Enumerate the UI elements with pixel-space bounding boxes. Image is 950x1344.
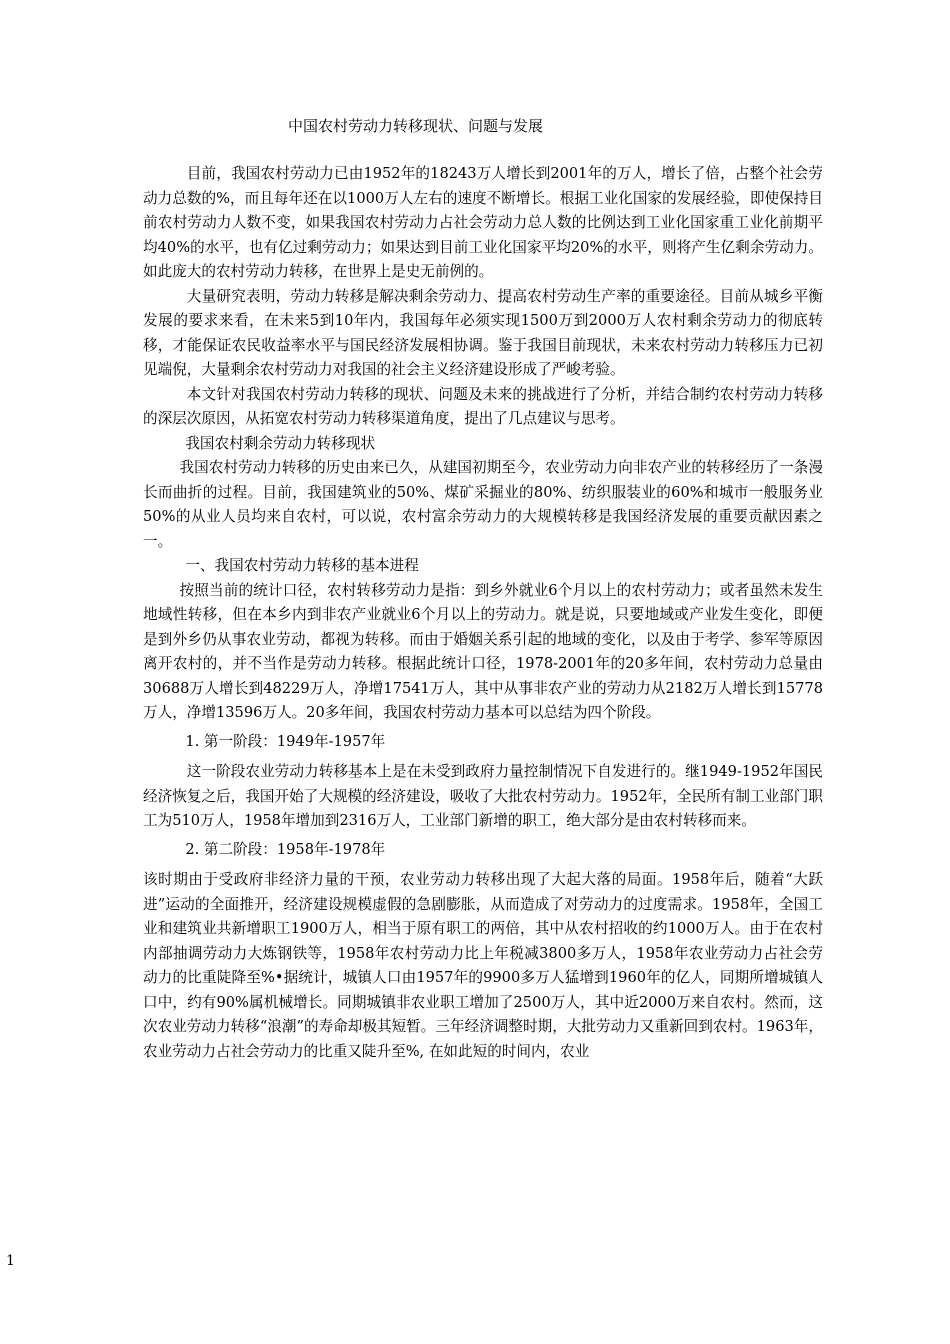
paragraph-statistics: 按照当前的统计口径，农村转移劳动力是指：到乡外就业6个月以上的农村劳动力；或者虽然未发生地域性转移，但在本乡内到非农产业就业6个月以上的劳动力。就是说，只要地域或产业发生变化，即便是到外乡仍从事农业劳动，都视为转移。而由于婚姻关系引起的地域的变化，以及由于考学、参军等原因离开农村的，并不当作是劳动力转移。根据此统计口径，1978-2001年的20多年间，农村劳动力总量由30688万人增长到48229万人，净增17541万人，其中从事非农产业的劳动力从2182万人增长到15778万人，净增13596万人。20多年间，我国农村劳动力基本可以总结为四个阶段。	[143, 581, 823, 721]
paragraph-intro: 目前，我国农村劳动力已由1952年的18243万人增长到2001年的万人，增长了倍，占整个社会劳动力总数的%，而且每年还在以1000万人左右的速度不断增长。根据工业化国家的发展经验，即使保持目前农村劳动力人数不变，如果我国农村劳动力占社会劳动力总人数的比例达到工业化国家重工业化前期平均40%的水平，也有亿过剩劳动力；如果达到目前工业化国家平均20%的水平，则将产生亿剩余劳动力。如此庞大的农村劳动力转移，在世界上是史无前例的。	[143, 165, 823, 280]
paragraph-stage-1: 这一阶段农业劳动力转移基本上是在未受到政府力量控制情况下自发进行的。继1949-1952年国民经济恢复之后，我国开始了大规模的经济建设，吸收了大批农村劳动力。1952年，全民所有制工业部门职工为510万人，1958年增加到2316万人，工业部门新增的职工，绝大部分是由农村转移而来。	[143, 763, 823, 829]
page-number: 1	[6, 1253, 15, 1269]
section-heading-stage-2: 2. 第二阶段：1958年-1978年	[185, 840, 386, 858]
paragraph-history: 我国农村劳动力转移的历史由来已久，从建国初期至今，农业劳动力向非农产业的转移经历了一条漫长而曲折的过程。目前，我国建筑业的50%、煤矿采掘业的80%、纺织服装业的60%和城市一般服务业50%的从业人员均来自农村，可以说，农村富余劳动力的大规模转移是我国经济发展的重要贡献因素之一。	[143, 459, 823, 550]
paragraph-research: 大量研究表明，劳动力转移是解决剩余劳动力、提高农村劳动生产率的重要途径。目前从城乡平衡发展的要求来看，在未来5到10年内，我国每年必须实现1500万到2000万人农村剩余劳动力的彻底转移，才能保证农民收益率水平与国民经济发展相协调。鉴于我国目前现状，未来农村劳动力转移压力已初见端倪，大量剩余农村劳动力对我国的社会主义经济建设形成了严峻考验。	[143, 287, 823, 378]
document-title: 中国农村劳动力转移现状、问题与发展	[288, 117, 544, 135]
section-heading-stage-1: 1. 第一阶段：1949年-1957年	[185, 732, 386, 750]
section-heading-status: 我国农村剩余劳动力转移现状	[185, 434, 376, 452]
document-body	[143, 162, 823, 1064]
paragraph-scope: 本文针对我国农村劳动力转移的现状、问题及未来的挑战进行了分析，并结合制约农村劳动力转移的深层次原因，从拓宽农村劳动力转移渠道角度，提出了几点建议与思考。	[143, 385, 823, 427]
paragraph-stage-2: 该时期由于受政府非经济力量的干预，农业劳动力转移出现了大起大落的局面。1958年后，随着“大跃进”运动的全面推开，经济建设规模虚假的急剧膨胀，从而造成了对劳动力的过度需求。1958年，全国工业和建筑业共新增职工1900万人，相当于原有职工的两倍，其中从农村招收的约1000万人。由于在农村内部抽调劳动力大炼钢铁等，1958年农村劳动力比上年税减3800多万人，1958年农业劳动力占社会劳动力的比重陡降至%•据统计，城镇人口由1957年的9900多万人猛增到1960年的亿人，同期所增城镇人口中，约有90%属机械增长。同期城镇非农业职工增加了2500万人，其中近2000万来自农村。然而，这次农业劳动力转移“浪潮”的寿命却极其短暂。三年经济调整时期，大批劳动力又重新回到农村。1963年，农业劳动力占社会劳动力的比重又陡升至%, 在如此短的时间内，农业	[143, 871, 823, 1060]
section-heading-process: 一、我国农村劳动力转移的基本进程	[185, 557, 419, 574]
